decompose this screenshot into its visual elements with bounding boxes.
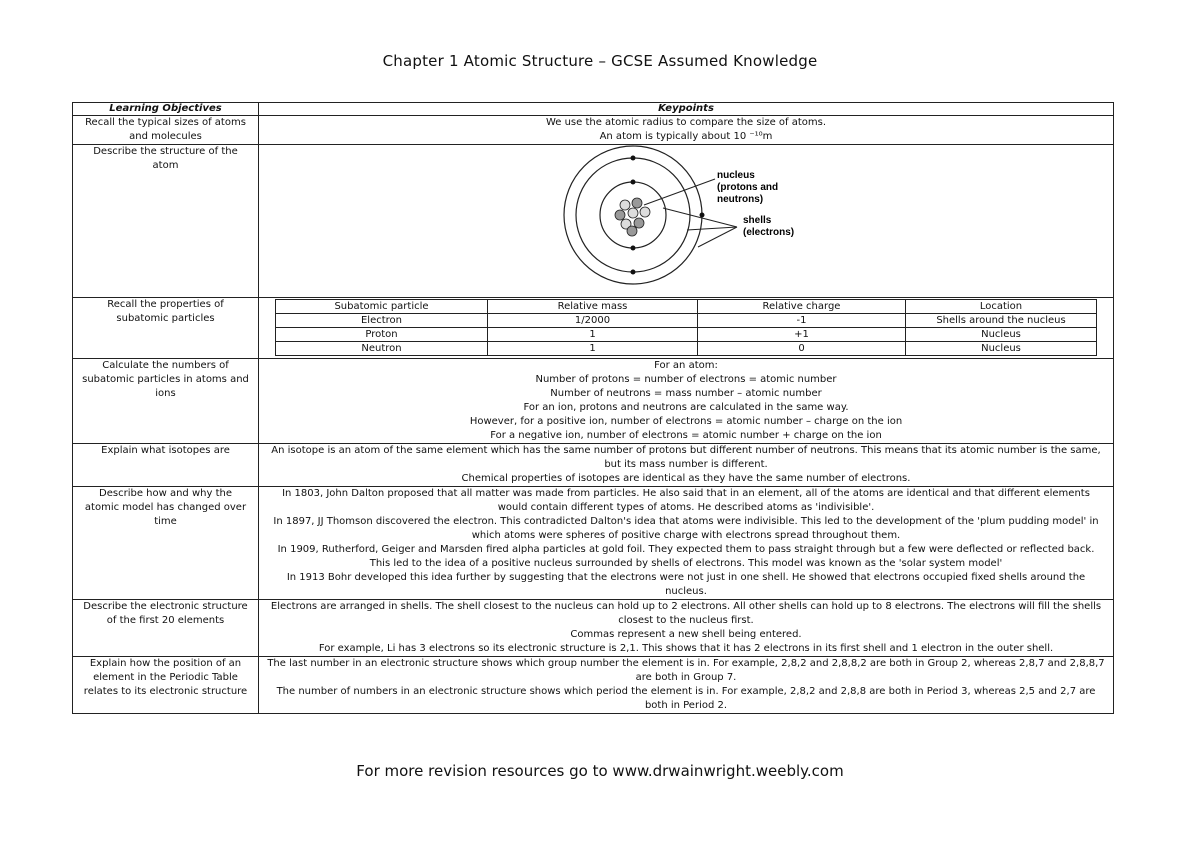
keypoint-line: An atom is typically about 10 ⁻¹⁰m — [599, 131, 773, 142]
subtable-header: Location — [906, 300, 1097, 314]
table-row — [73, 359, 1114, 444]
subtable-header: Subatomic particle — [276, 300, 488, 314]
keypoint-line: In 1913 Bohr developed this idea further by suggesting that the electrons were not just in one shell. He showed that electrons occupied fixed shells around the nucleus. — [286, 572, 1086, 597]
table-row — [73, 298, 1114, 359]
keypoint-line: Commas represent a new shell being entered. — [570, 629, 802, 640]
keypoint-line: For an ion, protons and neutrons are calculated in the same way. — [523, 402, 849, 413]
keypoint-line: In 1803, John Dalton proposed that all matter was made from particles. He also said that in an element, all of the atoms are identical and that different elements would contain different types of atoms. He described atoms as 'indivisible'. — [282, 488, 1090, 513]
objective-cell: Recall the properties of subatomic particles — [73, 298, 259, 359]
keypoints-cell — [259, 298, 1114, 359]
subtable-row — [276, 314, 1097, 328]
table-row — [73, 657, 1114, 714]
keypoint-line: Number of neutrons = mass number – atomic number — [550, 388, 822, 399]
nucleon — [632, 198, 642, 208]
keypoint-line: Electrons are arranged in shells. The shell closest to the nucleus can hold up to 2 electrons. All other shells can hold up to 8 electrons. The electrons will fill the shells closest to the nucleus first. — [270, 601, 1102, 626]
keypoints-cell — [259, 444, 1114, 487]
nucleon — [628, 208, 638, 218]
keypoint-line: For example, Li has 3 electrons so its electronic structure is 2,1. This shows that it has 2 electrons in its first shell and 1 electron in the outer shell. — [318, 643, 1054, 654]
table-row — [73, 116, 1114, 145]
keypoint-line: In 1909, Rutherford, Geiger and Marsden fired alpha particles at gold foil. They expected them to pass straight through but a few were deflected or reflected back. This led to the idea of a positive nucleus surrounded by shells of electrons. This model was known as the 'solar system model' — [277, 544, 1095, 569]
objectives-table — [72, 102, 1114, 714]
keypoints-cell — [259, 600, 1114, 657]
shells-detail-label: (electrons) — [743, 227, 795, 238]
objective-cell: Describe the electronic structure of the first 20 elements — [73, 600, 259, 657]
nucleon — [640, 207, 650, 217]
keypoints-cell — [259, 359, 1114, 444]
keypoint-line: Chemical properties of isotopes are identical as they have the same number of electrons. — [461, 473, 911, 484]
nucleon — [620, 200, 630, 210]
nucleon — [627, 226, 637, 236]
subtable-cell: 1 — [488, 328, 698, 342]
table-row — [73, 487, 1114, 600]
objective-cell: Explain what isotopes are — [73, 444, 259, 487]
keypoint-line: An isotope is an atom of the same element which has the same number of protons but different number of neutrons. This means that its atomic number is the same, but its mass number is different. — [271, 445, 1101, 470]
subtable-cell: Nucleus — [906, 328, 1097, 342]
objective-cell: Explain how the position of an element in the Periodic Table relates to its electronic structure — [73, 657, 259, 714]
electron — [631, 270, 636, 275]
nucleus-detail-label: neutrons) — [717, 194, 764, 205]
subtable-cell: 1/2000 — [488, 314, 698, 328]
table-header-row — [73, 103, 1114, 116]
atom-diagram — [259, 145, 1097, 297]
keypoint-line: In 1897, JJ Thomson discovered the electron. This contradicted Dalton's idea that atoms were indivisible. This led to the development of the 'plum pudding model' in which atoms were spheres of positive charge with electrons spread throughout them. — [273, 516, 1099, 541]
page-title: Chapter 1 Atomic Structure – GCSE Assumed Knowledge — [382, 52, 818, 70]
objective-cell: Recall the typical sizes of atoms and molecules — [73, 116, 259, 145]
nucleus-label: nucleus — [717, 170, 755, 181]
subtable-cell: Shells around the nucleus — [906, 314, 1097, 328]
keypoint-line: The number of numbers in an electronic structure shows which period the element is in. For example, 2,8,2 and 2,8,8 are both in Period 3, whereas 2,5 and 2,7 are both in Period 2. — [276, 686, 1096, 711]
subtable-cell: Proton — [276, 328, 488, 342]
subtable-cell: -1 — [698, 314, 906, 328]
keypoint-line: We use the atomic radius to compare the size of atoms. — [545, 117, 827, 128]
shell-pointer — [698, 227, 737, 247]
subtable-row — [276, 342, 1097, 356]
keypoints-cell — [259, 657, 1114, 714]
electron — [631, 246, 636, 251]
subtable-cell: Neutron — [276, 342, 488, 356]
objective-cell: Describe how and why the atomic model has changed over time — [73, 487, 259, 600]
header-keypoints: Keypoints — [259, 103, 1114, 116]
keypoint-line: For an atom: — [654, 360, 718, 371]
subtable-cell: Electron — [276, 314, 488, 328]
keypoints-cell — [259, 116, 1114, 145]
objective-cell: Describe the structure of the atom — [73, 145, 259, 298]
subtable-cell: +1 — [698, 328, 906, 342]
subtable-cell: 1 — [488, 342, 698, 356]
shells-label: shells — [743, 215, 772, 226]
subtable-cell: 0 — [698, 342, 906, 356]
shell-pointer — [687, 227, 737, 230]
electron — [631, 156, 636, 161]
objective-cell: Calculate the numbers of subatomic particles in atoms and ions — [73, 359, 259, 444]
table-row — [73, 145, 1114, 298]
electron — [631, 180, 636, 185]
subtable-header: Relative charge — [698, 300, 906, 314]
header-learning-objectives: Learning Objectives — [73, 103, 259, 116]
subtable-header-row — [276, 300, 1097, 314]
table-row — [73, 444, 1114, 487]
table-row — [73, 600, 1114, 657]
shell-pointer — [663, 208, 737, 227]
nucleon — [634, 218, 644, 228]
nucleon — [615, 210, 625, 220]
electron — [700, 213, 705, 218]
footer-link-text: For more revision resources go to www.drwainwright.weebly.com — [356, 762, 844, 780]
keypoint-line: For a negative ion, number of electrons = atomic number + charge on the ion — [490, 430, 882, 441]
subtable-cell: Nucleus — [906, 342, 1097, 356]
keypoint-line: Number of protons = number of electrons = atomic number — [535, 374, 837, 385]
subtable-row — [276, 328, 1097, 342]
keypoints-cell — [259, 487, 1114, 600]
keypoint-line: The last number in an electronic structure shows which group number the element is in. For example, 2,8,2 and 2,8,8,2 are both in Group 2, whereas 2,8,7 and 2,8,8,7 are both in Group 7. — [267, 658, 1105, 683]
keypoint-line: However, for a positive ion, number of electrons = atomic number – charge on the ion — [469, 416, 903, 427]
atom-diagram-cell — [259, 145, 1114, 298]
subtable-header: Relative mass — [488, 300, 698, 314]
nucleus-detail-label: (protons and — [717, 182, 779, 193]
subatomic-particles-table — [275, 299, 1097, 356]
